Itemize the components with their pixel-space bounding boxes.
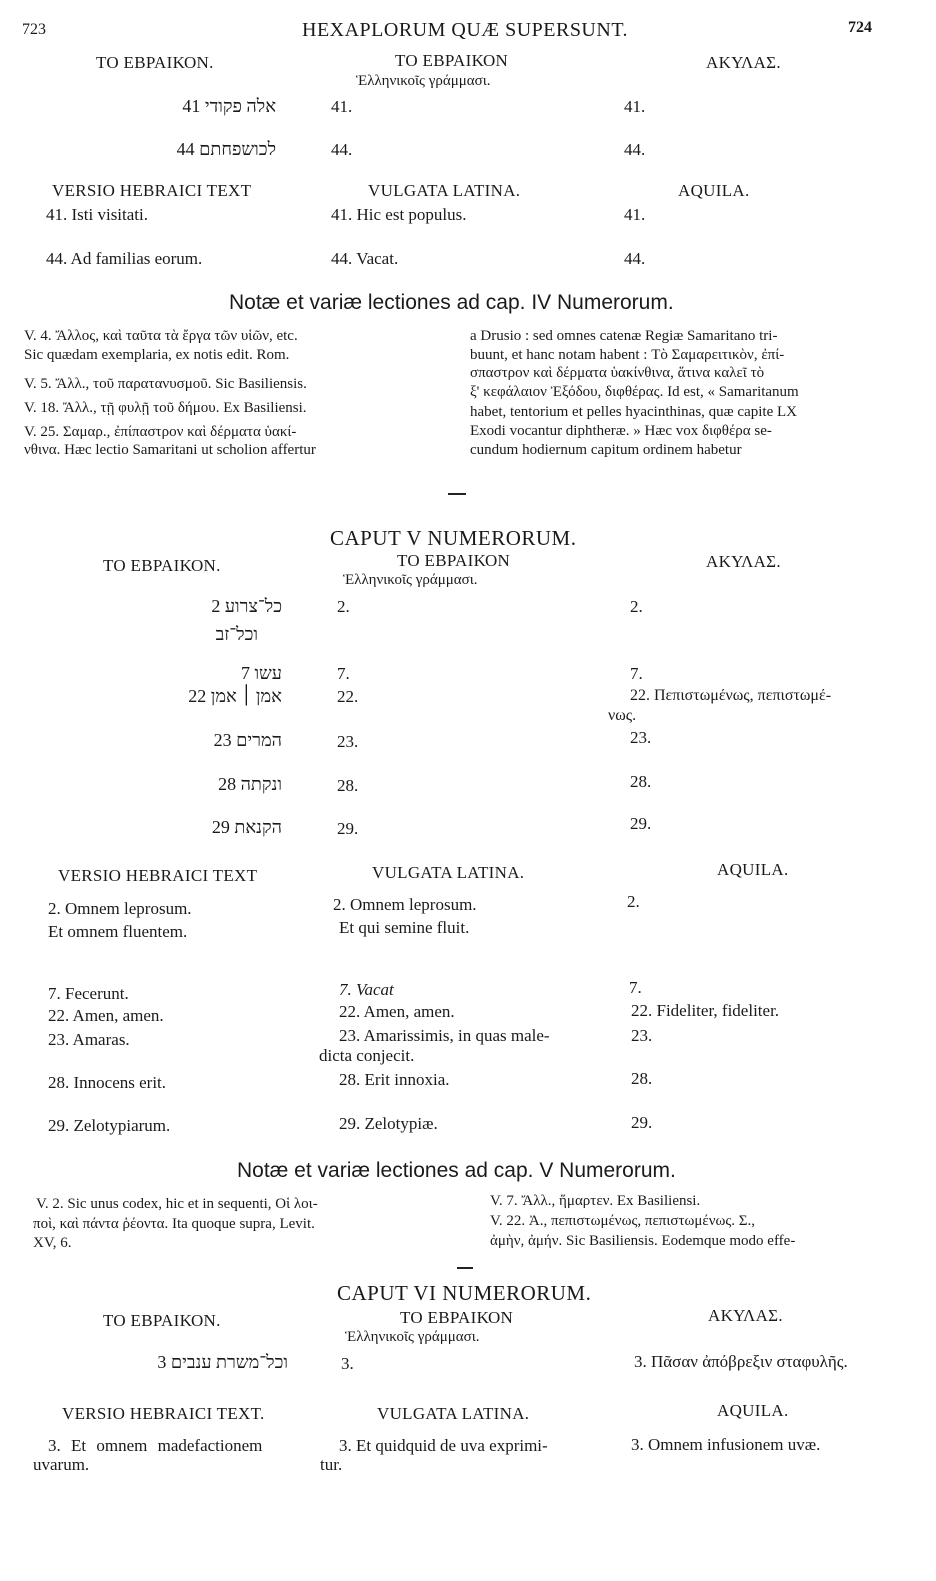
- note-line: cundum hodiernum capitum ordinem habetur: [470, 442, 742, 458]
- aquila-verse: 3. Omnem infusionem uvæ.: [631, 1435, 821, 1454]
- note-line: V. 7. Ἄλλ., ἥμαρτεν. Ex Basiliensi.: [490, 1193, 701, 1209]
- col-heading-vulgata: VULGATA LATINA.: [372, 863, 525, 882]
- greek-letters-verse: 41.: [331, 97, 353, 116]
- section-divider: [457, 1267, 473, 1269]
- aquila-verse: 44.: [624, 249, 646, 268]
- notes-title: Notæ et variæ lectiones ad cap. V Numerorum.: [237, 1159, 676, 1182]
- hebrew-verse: לכושפחתם 44: [176, 139, 276, 159]
- col-heading-aquila: AQUILA.: [717, 860, 789, 879]
- note-line: V. 22. Ἀ., πεπιστωμένως, πεπιστωμένως. Σ.,: [490, 1213, 756, 1229]
- versio-verse: 22. Amen, amen.: [48, 1006, 164, 1025]
- greek-letters-verse: 44.: [331, 140, 353, 159]
- hebrew-verse: ונקתה 28: [218, 774, 282, 794]
- notes-title: Notæ et variæ lectiones ad cap. IV Numerorum.: [229, 291, 674, 314]
- aquila-greek-verse: 2.: [630, 597, 643, 616]
- versio-verse: 41. Isti visitati.: [46, 205, 148, 224]
- note-line: V. 18. Ἄλλ., τῇ φυλῇ τοῦ δήμου. Ex Basiliensi.: [24, 400, 307, 416]
- greek-letters-verse: 28.: [337, 776, 359, 795]
- note-line: V. 25. Σαμαρ., ἐπίπαστρον καὶ δέρματα ὑακί-: [24, 424, 297, 440]
- col-subheading-greek-letters: Ἑλληνικοῖς γράμμασι.: [345, 1329, 480, 1345]
- col-heading-vulgata: VULGATA LATINA.: [377, 1404, 530, 1423]
- right-page-number: 724: [848, 19, 872, 36]
- note-line: Exodi vocantur diphtheræ. » Hæc vox διφθέρα se-: [470, 423, 772, 439]
- aquila-greek-verse: 29.: [630, 814, 652, 833]
- col-heading-hebraikon-greek: ΤΟ ΕΒΡΑΙΚΟΝ: [400, 1308, 514, 1327]
- col-subheading-greek-letters: Ἑλληνικοῖς γράμμασι.: [343, 572, 478, 588]
- hebrew-verse: עשו 7: [240, 663, 282, 683]
- versio-verse: 3. Et omnem madefactionem: [48, 1436, 263, 1455]
- note-line: ξ' κεφάλαιον Ἐξόδου, διφθέρας. Id est, « Samaritanum: [470, 384, 799, 400]
- greek-letters-verse: 29.: [337, 819, 359, 838]
- greek-letters-verse: 2.: [337, 597, 350, 616]
- note-line: ποὶ, καὶ πάντα ῥέοντα. Ita quoque supra, Levit.: [33, 1216, 315, 1232]
- col-subheading-greek-letters: Ἑλληνικοῖς γράμμασι.: [356, 73, 491, 89]
- col-heading-versio: VERSIO HEBRAICI TEXT: [58, 866, 258, 885]
- aquila-verse: 23.: [631, 1026, 653, 1045]
- aquila-greek-verse: 3. Πᾶσαν ἀπόβρεξιν σταφυλῆς.: [634, 1352, 848, 1371]
- hebrew-verse: המרים 23: [213, 730, 282, 750]
- note-line: Sic quædam exemplaria, ex notis edit. Rom.: [24, 347, 290, 363]
- hebrew-verse: הקנאת 29: [211, 817, 282, 837]
- aquila-greek-verse: 44.: [624, 140, 646, 159]
- greek-letters-verse: 3.: [341, 1354, 354, 1373]
- aquila-greek-verse: 23.: [630, 728, 652, 747]
- col-heading-aquila: AQUILA.: [717, 1401, 789, 1420]
- versio-verse: 23. Amaras.: [48, 1030, 130, 1049]
- greek-letters-verse: 22.: [337, 687, 359, 706]
- section-divider: [448, 493, 466, 495]
- versio-verse-continued: uvarum.: [33, 1455, 90, 1474]
- vulgata-verse: 3. Et quidquid de uva exprimi-: [339, 1436, 548, 1455]
- col-heading-hebraikon: ΤΟ ΕΒΡΑΙΚΟΝ.: [96, 53, 214, 72]
- note-line: XV, 6.: [33, 1235, 72, 1251]
- note-line: νθινα. Hæc lectio Samaritani ut scholion affertur: [24, 442, 316, 458]
- col-heading-aquila: AQUILA.: [678, 181, 750, 200]
- note-line: V. 5. Ἄλλ., τοῦ παρατανυσμοῦ. Sic Basiliensis.: [24, 376, 307, 392]
- col-heading-hebraikon: ΤΟ ΕΒΡΑΙΚΟΝ.: [103, 1311, 221, 1330]
- chapter-title: CAPUT V NUMERORUM.: [330, 526, 577, 550]
- greek-letters-verse: 7.: [337, 664, 350, 683]
- hebrew-verse: אלה פקודי 41: [182, 96, 276, 116]
- vulgata-verse: 44. Vacat.: [331, 249, 399, 268]
- col-heading-hebraikon-greek: ΤΟ ΕΒΡΑΙΚΟΝ: [395, 51, 509, 70]
- col-heading-hebraikon: ΤΟ ΕΒΡΑΙΚΟΝ.: [103, 556, 221, 575]
- vulgata-verse-continued: Et qui semine fluit.: [339, 918, 470, 937]
- versio-verse: 7. Fecerunt.: [48, 984, 129, 1003]
- hebrew-verse: אמן ׀ אמן 22: [188, 686, 282, 706]
- aquila-verse: 2.: [627, 892, 640, 911]
- running-title: HEXAPLORUM QUÆ SUPERSUNT.: [302, 19, 629, 41]
- note-line: habet, tentorium et pelles hyacinthinas, quæ capite LX: [470, 404, 797, 420]
- note-line: buunt, et hanc notam habent : Τὸ Σαμαρειτικὸν, ἐπί-: [470, 347, 785, 363]
- note-line: ἀμὴν, ἀμήν. Sic Basiliensis. Eodemque modo effe-: [490, 1233, 796, 1249]
- aquila-greek-verse-continued: νως.: [608, 707, 637, 724]
- left-page-number: 723: [22, 21, 46, 38]
- note-line: σπαστρον καὶ δέρματα ὑακίνθινα, ἅτινα καλεῖ τὸ: [470, 365, 765, 381]
- aquila-greek-verse: 41.: [624, 97, 646, 116]
- vulgata-verse: 23. Amarissimis, in quas male-: [339, 1026, 550, 1045]
- vulgata-verse-continued: dicta conjecit.: [319, 1046, 415, 1065]
- aquila-verse: 28.: [631, 1069, 653, 1088]
- chapter-title: CAPUT VI NUMERORUM.: [337, 1281, 592, 1305]
- aquila-greek-verse: 22. Πεπιστωμένως, πεπιστωμέ-: [630, 687, 832, 704]
- hebrew-verse: כל־צרוע 2: [211, 596, 282, 616]
- col-heading-versio: VERSIO HEBRAICI TEXT.: [62, 1404, 265, 1423]
- vulgata-verse-continued: tur.: [320, 1455, 343, 1474]
- aquila-verse: 22. Fideliter, fideliter.: [631, 1001, 780, 1020]
- col-heading-vulgata: VULGATA LATINA.: [368, 181, 521, 200]
- vulgata-verse: 29. Zelotypiæ.: [339, 1114, 438, 1133]
- note-line: V. 4. Ἄλλος, καὶ ταῦτα τὰ ἔργα τῶν υἱῶν, etc.: [24, 328, 298, 344]
- versio-verse: 29. Zelotypiarum.: [48, 1116, 171, 1135]
- vulgata-verse: 7. Vacat: [339, 980, 394, 999]
- aquila-verse: 7.: [629, 978, 642, 997]
- col-heading-akylas: ΑΚΥΛΑΣ.: [708, 1306, 783, 1325]
- aquila-verse: 41.: [624, 205, 646, 224]
- aquila-verse: 29.: [631, 1113, 653, 1132]
- versio-verse: 44. Ad familias eorum.: [46, 249, 203, 268]
- hebrew-verse-continued: וכל־זב: [215, 624, 258, 644]
- note-line: V. 2. Sic unus codex, hic et in sequenti, Οἱ λοι-: [36, 1196, 318, 1212]
- greek-letters-verse: 23.: [337, 732, 359, 751]
- aquila-greek-verse: 7.: [630, 664, 643, 683]
- note-line: a Drusio : sed omnes catenæ Regiæ Samaritano tri-: [470, 328, 778, 344]
- versio-verse-continued: Et omnem fluentem.: [48, 922, 188, 941]
- vulgata-verse: 2. Omnem leprosum.: [333, 895, 477, 914]
- col-heading-akylas: ΑΚΥΛΑΣ.: [706, 53, 781, 72]
- aquila-greek-verse: 28.: [630, 772, 652, 791]
- versio-verse: 2. Omnem leprosum.: [48, 899, 192, 918]
- versio-verse: 28. Innocens erit.: [48, 1073, 167, 1092]
- col-heading-versio: VERSIO HEBRAICI TEXT: [52, 181, 252, 200]
- vulgata-verse: 41. Hic est populus.: [331, 205, 467, 224]
- vulgata-verse: 22. Amen, amen.: [339, 1002, 455, 1021]
- col-heading-akylas: ΑΚΥΛΑΣ.: [706, 552, 781, 571]
- vulgata-verse: 28. Erit innoxia.: [339, 1070, 450, 1089]
- hebrew-verse: וכל־משרת ענבים 3: [157, 1352, 288, 1372]
- col-heading-hebraikon-greek: ΤΟ ΕΒΡΑΙΚΟΝ: [397, 551, 511, 570]
